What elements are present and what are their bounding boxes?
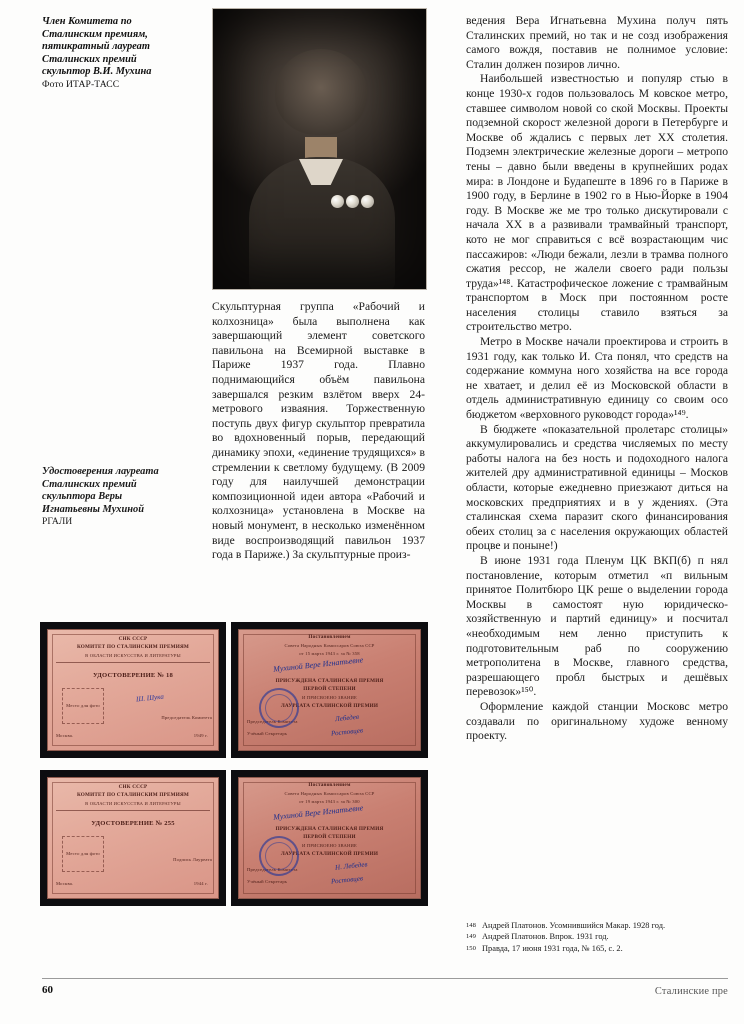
cert-date: 1944 г. [193,881,208,886]
cert-line-1: ПРИСУЖДЕНА СТАЛИНСКАЯ ПРЕМИЯ [275,678,384,684]
cert-line-4: ЛАУРЕАТА СТАЛИНСКОЙ ПРЕМИИ [280,851,379,857]
cert-line-4: ЛАУРЕАТА СТАЛИНСКОЙ ПРЕМИИ [280,703,379,709]
cert-signature: Ростовцев [330,874,364,886]
cert-sig-role-2: Учёный Секретарь [247,879,288,884]
paragraph: Оформление каждой станции Московс метро создавали по оригинальному художе венному проекту. [466,699,728,743]
cert-signature-line: Председатель Комитета [161,715,212,720]
cert-divider [56,662,210,663]
certificate-image [231,622,428,758]
cert-title: УДОСТОВЕРЕНИЕ № 255 [91,820,175,827]
cert-header-3: от 19 марта 1943 г. за № 300 [299,799,360,804]
paragraph: В июне 1931 года Пленум ЦК ВКП(б) п нял постановление, которым отметил «п вильным принятое Политбюро ЦК реше о выделении города Москвы в самостоят ную юридическо-хозяйственную и партий единицу» и посчитал «необходимым нем ленно приступить к подготовительным раб по сооружению метрополитена в Москве, главного средства, разрешающего пробл быстрых и дешёвых перевозок»¹⁵⁰. [466,553,728,699]
right-column [466,14,728,744]
cert-signature-line: Подпись Лауреата [173,857,212,862]
footnote-number: 149 [466,933,476,941]
cert-header-2: Совета Народных Комиссаров Союза ССР [284,791,375,796]
cert-header-3: В ОБЛАСТИ ИСКУССТВА И ЛИТЕРАТУРЫ [85,801,181,806]
cert-line-2: ПЕРВОЙ СТЕПЕНИ [303,686,356,692]
certificate-image [40,770,226,906]
cert-signature: Н. Лебедев [334,860,368,872]
paragraph: Наибольшей известностью и популяр стью в конце 1930-х годов пользовалось М ковское метро, ставшее символом новой со ской Москвы. Проекты подземной скорост железной дороги в Петербурге и Москве об ждались с первых лет XX столетия. Подземн электрические железные дороги – метропо тены – давно были введены в крупнейших родах мира: в Лондоне и Будапеште в 1896 го в Париже в 1900 году, в Берлине в 1902 го в Нью-Йорке в 1904 году. В Москве же ме тро только дискутировали с начала XX в а развивали трамвайный транспорт, кото не мог справиться с всё возрастающим чис пассажиров: «Люди бежали, лезли в трамва полного сжатия рессор, не жалели своего ради пользы труда»¹⁴⁸. Катастрофическое ложение с трамвайным транспортом в Моск при постоянном росте населения столицы ставило взяться за строительство метро. [466,72,728,334]
cert-city: Москва. [56,881,74,886]
cert-signature: Ш. Шука [135,692,165,704]
footnotes [466,920,728,954]
cert-header-2: Совета Народных Комиссаров Союза ССР [284,643,375,648]
portrait-caption-credit: Фото ИТАР-ТАСС [42,78,120,90]
certificate-image [231,770,428,906]
cert-signature: Лебедев [334,712,360,724]
cert-sig-role-1: Председатель Комитета [247,719,298,724]
cert-header-1: СНК СССР [118,784,148,790]
cert-city: Москва. [56,733,74,738]
cert-date: 1949 г. [193,733,208,738]
cert-header-1: СНК СССР [118,636,148,642]
certificates-caption-credit: РГАЛИ [42,516,73,528]
portrait-caption-text: Член Комитета по Сталинским премиям, пятикратный лауреат Сталинских премий скульптор В.И. Мухина [42,16,152,78]
cert-photo-label: Место для фото [66,703,100,708]
cert-line-3: И ПРИСВОЕНО ЗВАНИЕ [301,843,358,848]
footnote [466,943,728,954]
certificates-caption [42,466,170,529]
left-column-body: Скульптурная группа «Рабочий и колхозница» была выполнена как завершающий элемент советского павильона на Всемирной выставке в Париже 1937 года. Плавно поднимающийся объём павильона завершался резким взлётом вверх 24-метрового изваяния. Торжественную поступь двух фигур скульптор превратила во вдохновенный порыв, передающий динамику эпохи, «единение трудящихся» в стремлении к светлому будущему. (В 2009 году для наилучшей демонстрации композиционной идеи автора «Рабочий и колхозница» установлена в Москве на новый монумент, в несколько изменённом виде воспроизводящий павильон 1937 года в Париже.) За скульптурные произ- [212,300,425,562]
cert-photo-label: Место для фото [66,851,100,856]
cert-title: УДОСТОВЕРЕНИЕ № 18 [92,672,174,679]
cert-line-1: ПРИСУЖДЕНА СТАЛИНСКАЯ ПРЕМИЯ [275,826,384,832]
cert-sig-role-2: Учёный Секретарь [247,731,288,736]
cert-header-1: Постановлением [308,634,351,640]
cert-header-2: КОМИТЕТ ПО СТАЛИНСКИМ ПРЕМИЯМ [76,792,190,798]
paragraph: В бюджете «показательной пролетарс столицы» аккумулировались и средства числяемых по месту работы налога на без ность и подоходного налога жителей дру административной единицы – Москов области, которые ежедневно приезжают диться на московских предприятиях и в у ждениях. (Эта сталинская схема паразит ского финансирования обеих столиц за с населения окружающих областей процве и поныне!) [466,422,728,553]
page-number: 60 [42,984,53,996]
cert-header-3: от 15 марта 1943 г. за № 358 [299,651,360,656]
footnote-number: 150 [466,944,476,952]
footnote-text: Андрей Платонов. Усомнившийся Макар. 1928 год. [482,921,666,930]
footnote-text: Андрей Платонов. Впрок. 1931 год. [482,932,609,942]
paragraph: ведения Вера Игнатьевна Мухина получ пять Сталинских премий, но так и не созд изображения самого вождя, поставив не полнимое условие: Сталин должен позиров лично. [466,14,728,71]
photo-vignette [213,9,426,289]
cert-divider [56,810,210,811]
cert-recipient-name: Мухиной Вере Игнатьевне [272,803,364,822]
certificate-row [40,622,428,758]
cert-recipient-name: Мухиной Вере Игнатьевне [272,655,364,674]
cert-header-2: КОМИТЕТ ПО СТАЛИНСКИМ ПРЕМИЯМ [76,644,190,650]
portrait-caption [42,16,172,92]
portrait-photo [212,8,427,290]
footnote-number: 148 [466,922,476,929]
cert-line-3: И ПРИСВОЕНО ЗВАНИЕ [301,695,358,700]
certificate-image [40,622,226,758]
certificates-caption-text: Удостоверения лауреата Сталинских премий скульптора Веры Игнатьевны Мухиной [42,466,159,515]
footer-divider [42,978,728,979]
running-head: Сталинские пре [654,986,728,997]
certificate-row [40,770,428,906]
cert-header-3: В ОБЛАСТИ ИСКУССТВА И ЛИТЕРАТУРЫ [85,653,181,658]
footnote-text: Правда, 17 июня 1931 года, № 165, с. 2. [482,943,623,953]
cert-header-1: Постановлением [308,782,351,788]
certificates-figure [40,622,428,908]
footnote [466,931,728,942]
cert-signature: Ростовцев [330,726,364,738]
footnote [466,920,728,931]
cert-line-2: ПЕРВОЙ СТЕПЕНИ [303,834,356,840]
paragraph: Метро в Москве начали проектирова и строить в 1931 году, как только И. Ста понял, что средств на содержание коммуна ного хозяйства на все города не хватает, и делил её из Московской области в отдель административную единицу со своим осо бюджетом «верховного руководст города»¹⁴⁹. [466,335,728,422]
cert-sig-role-1: Председатель Комитета [247,867,298,872]
